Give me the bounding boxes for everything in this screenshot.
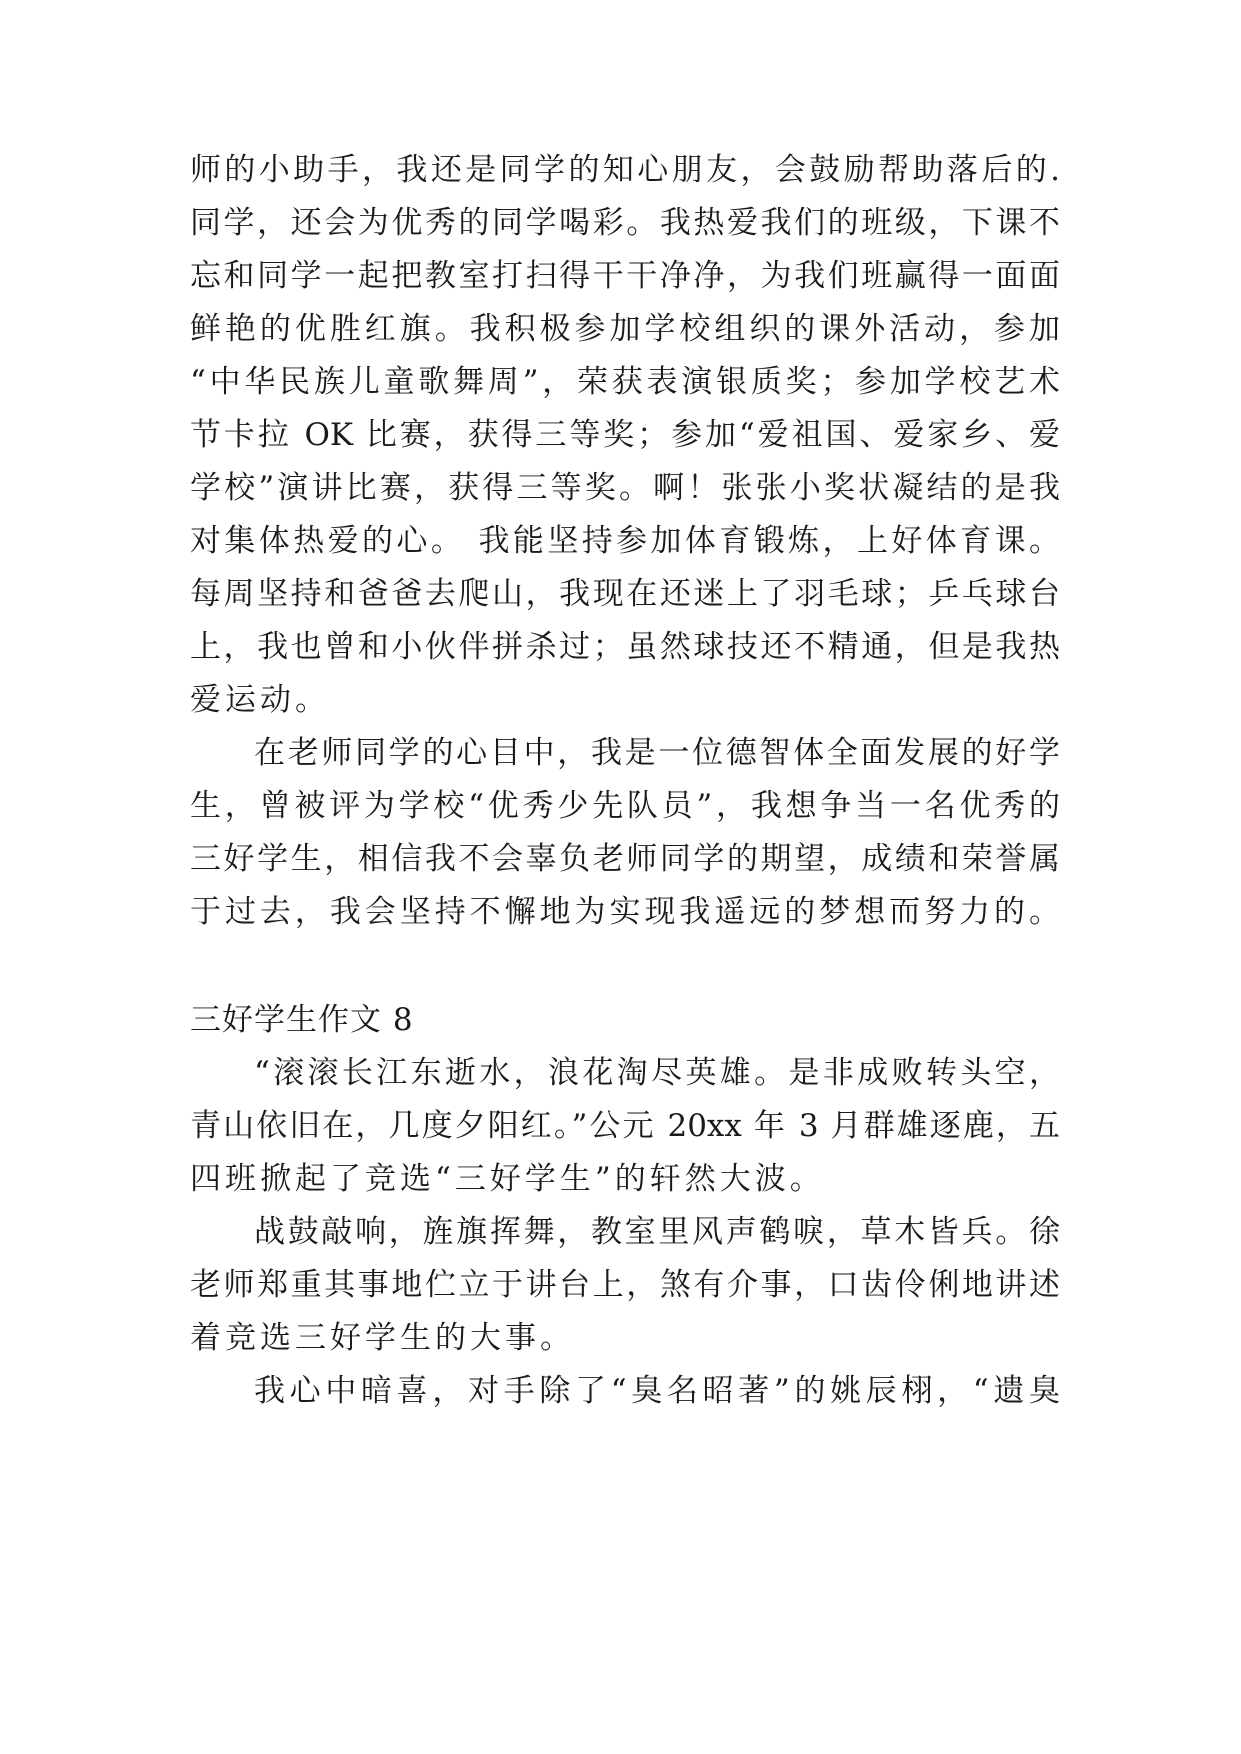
- text-line: “滚滚长江东逝水，浪花淘尽英雄。是非成败转头空，: [254, 1055, 1060, 1091]
- text-line: 青山依旧在，几度夕阳红。”公元 20xx 年 3 月群雄逐鹿，五: [190, 1108, 1060, 1144]
- text-line: 四班掀起了竞选“三好学生”的轩然大波。: [190, 1161, 825, 1197]
- text-line: 鲜艳的优胜红旗。我积极参加学校组织的课外活动，参加: [190, 311, 1060, 347]
- text-line: 节卡拉 OK 比赛，获得三等奖；参加“爱祖国、爱家乡、爱: [190, 417, 1060, 453]
- text-line: 我心中暗喜，对手除了“臭名昭著”的姚辰栩，“遗臭: [254, 1373, 1060, 1409]
- text-line: 上，我也曾和小伙伴拼杀过；虽然球技还不精通，但是我热: [190, 629, 1060, 665]
- text-line: 老师郑重其事地伫立于讲台上，煞有介事，口齿伶俐地讲述: [190, 1267, 1060, 1303]
- text-line: 每周坚持和爸爸去爬山，我现在还迷上了羽毛球；乒乓球台: [190, 576, 1060, 612]
- section-heading: 三好学生作文 8: [190, 1002, 414, 1038]
- text-line: 爱运动。: [190, 682, 330, 718]
- text-line: 在老师同学的心目中，我是一位德智体全面发展的好学: [254, 735, 1060, 771]
- text-line: 同学，还会为优秀的同学喝彩。我热爱我们的班级，下课不: [190, 205, 1060, 241]
- text-line: 对集体热爱的心。 我能坚持参加体育锻炼，上好体育课。: [190, 523, 1060, 559]
- text-line: 着竞选三好学生的大事。: [190, 1320, 575, 1356]
- text-line: 学校”演讲比赛，获得三等奖。啊！张张小奖状凝结的是我: [190, 470, 1060, 506]
- text-line: 生，曾被评为学校“优秀少先队员”，我想争当一名优秀的: [190, 788, 1060, 824]
- text-line: 三好学生，相信我不会辜负老师同学的期望，成绩和荣誉属: [190, 841, 1060, 877]
- text-line: 战鼓敲响，旌旗挥舞，教室里风声鹤唳，草木皆兵。徐: [254, 1214, 1060, 1250]
- text-line: 于过去，我会坚持不懈地为实现我遥远的梦想而努力的。: [190, 894, 1060, 930]
- text-line: 忘和同学一起把教室打扫得干干净净，为我们班赢得一面面: [190, 258, 1060, 294]
- text-line: “中华民族儿童歌舞周”，荣获表演银质奖；参加学校艺术: [190, 364, 1060, 400]
- text-line: 师的小助手，我还是同学的知心朋友，会鼓励帮助落后的.: [190, 152, 1060, 188]
